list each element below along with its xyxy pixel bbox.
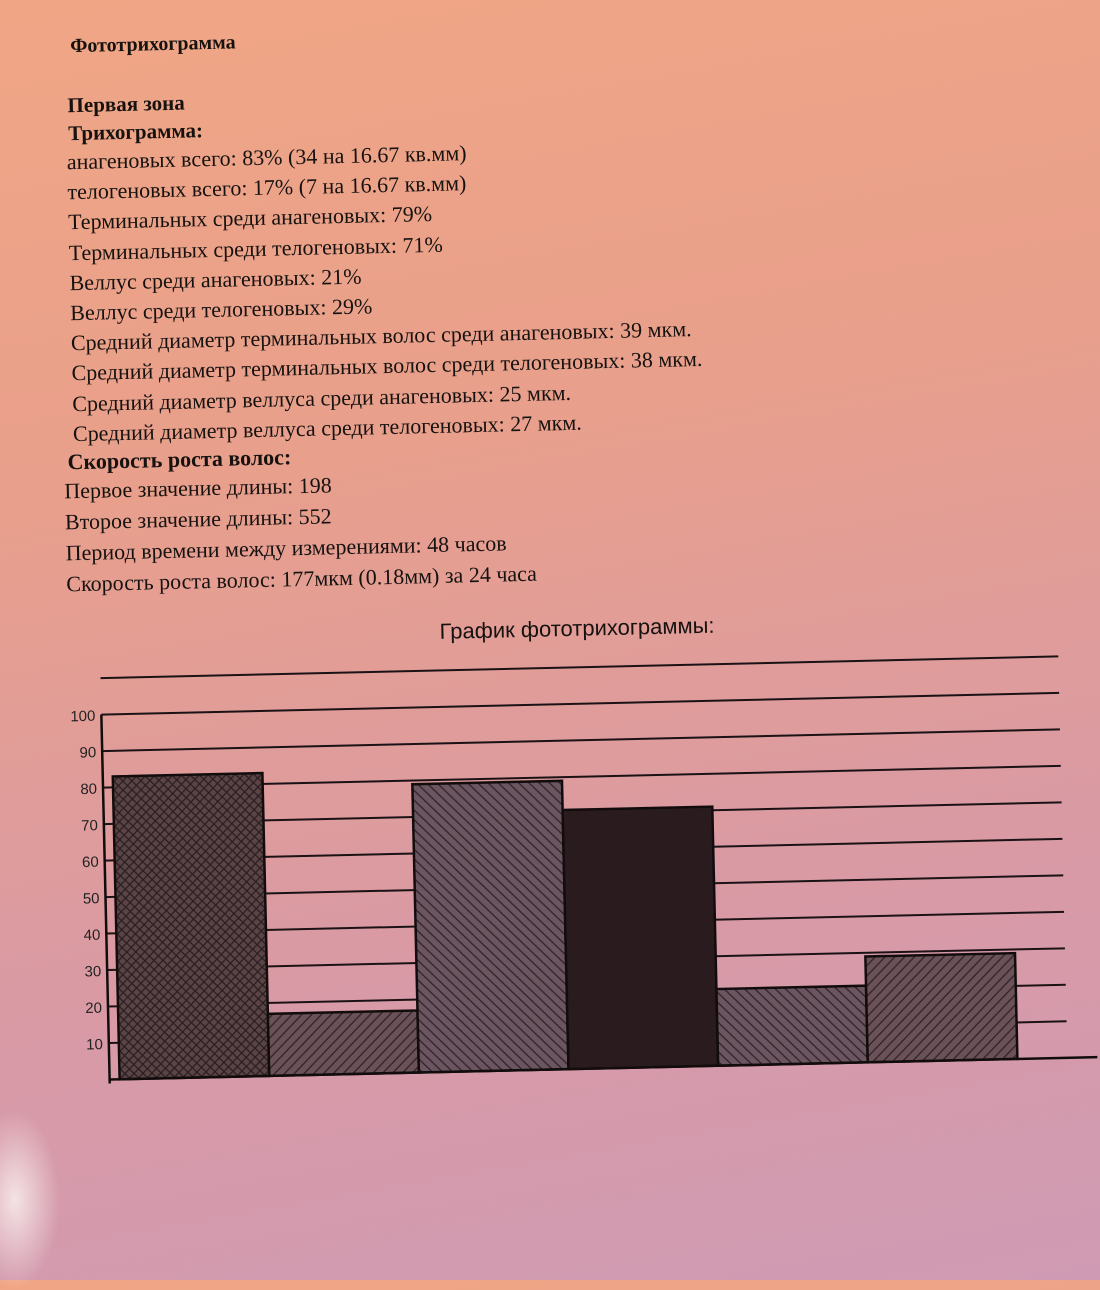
growth-speed-lines xyxy=(64,465,537,600)
y-tick-label: 100 xyxy=(70,707,96,726)
y-tick-label: 90 xyxy=(79,744,97,762)
bar xyxy=(716,986,867,1066)
text-line: Веллус среди анагеновых: 21% xyxy=(69,263,362,296)
text-line: Средний диаметр терминальных волос среди телогеновых: 38 мкм. xyxy=(71,346,703,386)
text-line: анагеновых всего: 83% (34 на 16.67 кв.мм) xyxy=(66,140,467,175)
y-tick-label: 60 xyxy=(81,853,99,872)
text-line: Период времени между измерениями: 48 часов xyxy=(65,530,507,566)
y-tick-label: 20 xyxy=(85,999,103,1018)
text-line: Терминальных среди телогеновых: 71% xyxy=(68,231,444,265)
text-line: Второе значение длины: 552 xyxy=(64,503,332,535)
bar xyxy=(563,807,719,1069)
text-line: Средний диаметр веллуса среди анагеновых: 25 мкм. xyxy=(72,379,572,416)
bar xyxy=(268,1010,419,1075)
gridline xyxy=(102,729,1060,751)
document-title: Фототрихограмма xyxy=(69,31,236,58)
y-tick-label: 10 xyxy=(85,1036,104,1054)
bar xyxy=(113,773,270,1079)
trichogram-lines xyxy=(66,133,704,449)
text-line: Первое значение длины: 198 xyxy=(63,472,333,504)
bar xyxy=(865,953,1017,1062)
y-tick-label: 70 xyxy=(80,817,99,835)
text-line: Средний диаметр веллуса среди телогеновых: 27 мкм. xyxy=(72,409,583,447)
gridline xyxy=(101,656,1059,678)
growth-speed-heading: Скорость роста волос: xyxy=(67,444,292,475)
y-axis-ticks xyxy=(70,708,103,1054)
text-line: Средний диаметр терминальных волос среди анагеновых: 39 мкм. xyxy=(70,316,692,356)
bar xyxy=(412,781,568,1073)
text-line: телогеновых всего: 17% (7 на 16.67 кв.мм) xyxy=(67,170,467,205)
y-axis-line xyxy=(101,715,109,1084)
zone-heading: Первая зона xyxy=(67,90,185,118)
chart-title: График фототрихограммы: xyxy=(439,612,715,644)
phototrichogram-chart xyxy=(48,642,1100,1136)
text-line: Терминальных среди анагеновых: 79% xyxy=(67,201,433,235)
y-tick-label: 80 xyxy=(80,780,98,799)
light-glare xyxy=(0,1110,60,1290)
text-line: Скорость роста волос: 177мкм (0.18мм) за 24 часа xyxy=(66,560,538,597)
y-tick-label: 30 xyxy=(84,963,102,981)
text-line: Веллус среди телогеновых: 29% xyxy=(69,293,373,326)
y-tick-label: 50 xyxy=(82,890,100,908)
trichogram-heading: Трихограмма: xyxy=(67,118,204,146)
chart-bars xyxy=(113,756,1018,1079)
y-tick-label: 40 xyxy=(83,926,101,945)
gridline xyxy=(101,693,1059,715)
